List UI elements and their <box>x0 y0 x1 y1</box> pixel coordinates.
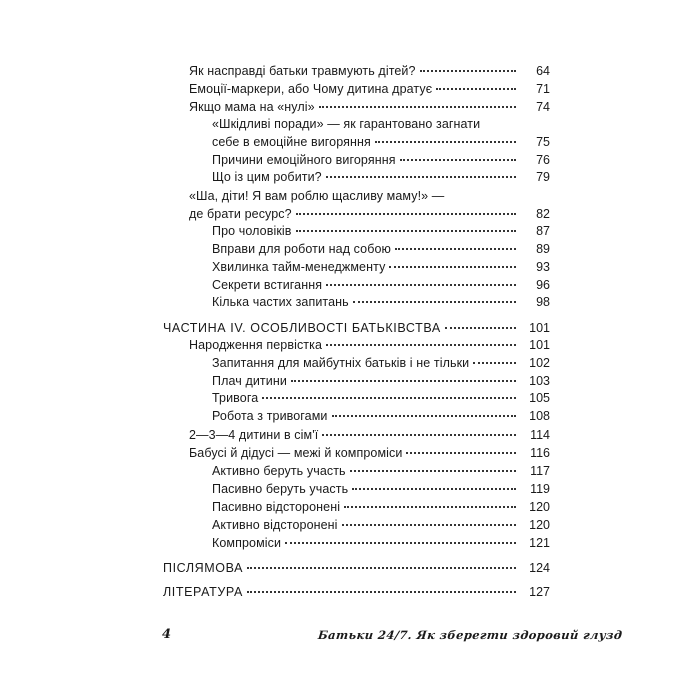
toc-entry-page: 120 <box>529 518 550 532</box>
toc-entry <box>212 517 550 534</box>
toc-entry-title: Емоції-маркери, або Чому дитина дратує <box>189 82 433 96</box>
toc-entry <box>189 188 550 205</box>
toc-entry-title: Бабусі й дідусі — межі й компроміси <box>189 446 403 460</box>
toc-entry-page: 117 <box>530 464 550 478</box>
dot-leader <box>296 213 516 215</box>
toc-entry-page: 101 <box>529 321 550 335</box>
toc-entry-page: 89 <box>536 242 550 256</box>
toc-entry-title: ЛІТЕРАТУРА <box>163 585 243 599</box>
dot-leader <box>436 88 516 90</box>
toc-entry <box>212 373 550 390</box>
toc-entry-title: ПІСЛЯМОВА <box>163 561 244 575</box>
toc-entry-page: 93 <box>536 260 550 274</box>
dot-leader <box>406 452 516 454</box>
toc-entry-page: 98 <box>536 295 550 309</box>
toc-entry-title: Тривога <box>212 391 259 405</box>
toc-entry-page: 105 <box>529 391 550 405</box>
toc-entry-title: Секрети встигання <box>212 278 323 292</box>
toc-entry <box>189 445 550 462</box>
toc-entry-title: Компроміси <box>212 536 282 550</box>
dot-leader <box>353 301 516 303</box>
toc-entry-page: 74 <box>536 100 550 114</box>
toc-entry <box>212 169 550 186</box>
toc-entry-title: Як насправді батьки травмують дітей? <box>189 64 416 78</box>
toc-entry-title: Вправи для роботи над собою <box>212 242 392 256</box>
toc-entry-page: 124 <box>529 561 550 575</box>
dot-leader <box>375 141 516 143</box>
toc-entry-title: Кілька частих запитань <box>212 295 349 309</box>
dot-leader <box>389 266 516 268</box>
toc-entry-title: Причини емоційного вигоряння <box>212 153 396 167</box>
dot-leader <box>247 591 516 593</box>
dot-leader <box>247 567 516 569</box>
toc-entry-page: 121 <box>529 536 550 550</box>
toc-entry-page: 101 <box>529 338 550 352</box>
toc-entry <box>212 535 550 552</box>
dot-leader <box>326 176 516 178</box>
toc-entry <box>212 355 550 372</box>
toc-entry-title: Хвилинка тайм-менеджменту <box>212 260 386 274</box>
dot-leader <box>420 70 516 72</box>
toc-entry-page: 87 <box>536 224 550 238</box>
toc-entry <box>212 499 550 516</box>
toc-entry-page: 82 <box>536 207 550 221</box>
page-number: 4 <box>162 627 172 642</box>
dot-leader <box>445 327 516 329</box>
toc-entry-title: Якщо мама на «нулі» <box>189 100 315 114</box>
toc-entry-page: 103 <box>529 374 550 388</box>
toc-entry <box>212 116 550 133</box>
toc-entry <box>212 408 550 425</box>
toc-entry-title: Про чоловіків <box>212 224 292 238</box>
toc-entry-title: Активно відсторонені <box>212 518 338 532</box>
toc-entry-title: себе в емоційне вигоряння <box>212 135 371 149</box>
toc-entry-title: 2—3—4 дитини в сім'ї <box>189 428 319 442</box>
toc-entry <box>189 99 550 116</box>
toc-entry-page: 71 <box>536 82 550 96</box>
toc-entry <box>212 277 550 294</box>
toc-entry-title: Активно беруть участь <box>212 464 346 478</box>
toc-entry <box>189 81 550 98</box>
toc-entry-page: 127 <box>529 585 550 599</box>
toc-entry-title: Пасивно відсторонені <box>212 500 341 514</box>
toc-entry <box>189 427 550 444</box>
toc-entry <box>212 463 550 480</box>
toc-entry <box>189 63 550 80</box>
toc-entry-page: 119 <box>530 482 550 496</box>
toc-entry-page: 96 <box>536 278 550 292</box>
dot-leader <box>352 488 516 490</box>
toc-part-heading <box>163 584 550 601</box>
toc-entry <box>212 259 550 276</box>
toc-entry-page: 102 <box>529 356 550 370</box>
toc-entry-title: Що із цим робити? <box>212 170 322 184</box>
dot-leader <box>350 470 516 472</box>
toc-entry-page: 114 <box>530 428 550 442</box>
toc-part-heading <box>163 320 550 337</box>
dot-leader <box>473 362 516 364</box>
dot-leader <box>400 159 516 161</box>
toc-entry <box>189 206 550 223</box>
dot-leader <box>262 397 516 399</box>
toc-entry-title: Плач дитини <box>212 374 287 388</box>
toc-entry-page: 79 <box>536 170 550 184</box>
toc-entry <box>212 241 550 258</box>
toc-entry-title: «Ша, діти! Я вам роблю щасливу маму!» — <box>189 189 445 203</box>
toc-entry-page: 76 <box>536 153 550 167</box>
dot-leader <box>332 415 516 417</box>
toc-entry-title: «Шкідливі поради» — як гарантовано загнати <box>212 117 481 131</box>
dot-leader <box>342 524 516 526</box>
running-title: Батьки 24/7. Як зберегти здоровий глузд <box>317 628 624 642</box>
toc-entry-title: де брати ресурс? <box>189 207 292 221</box>
dot-leader <box>344 506 516 508</box>
toc-entry-page: 64 <box>536 64 550 78</box>
toc-entry-page: 108 <box>529 409 550 423</box>
dot-leader <box>296 230 516 232</box>
dot-leader <box>291 380 516 382</box>
toc-entry-title: ЧАСТИНА IV. ОСОБЛИВОСТІ БАТЬКІВСТВА <box>163 321 441 335</box>
toc-entry-page: 116 <box>530 446 550 460</box>
toc-entry-title: Пасивно беруть участь <box>212 482 349 496</box>
dot-leader <box>319 106 516 108</box>
toc-entry <box>212 294 550 311</box>
toc-entry-title: Народження первістка <box>189 338 323 352</box>
toc-entry-title: Робота з тривогами <box>212 409 328 423</box>
toc-entry <box>212 134 550 151</box>
toc-part-heading <box>163 560 550 577</box>
dot-leader <box>326 284 516 286</box>
toc-entry <box>212 152 550 169</box>
toc-entry <box>189 337 550 354</box>
toc-entry <box>212 390 550 407</box>
dot-leader <box>322 434 516 436</box>
dot-leader <box>285 542 516 544</box>
toc-entry-page: 120 <box>529 500 550 514</box>
dot-leader <box>326 344 516 346</box>
toc-entry <box>212 223 550 240</box>
toc-entry-title: Запитання для майбутніх батьків і не тільки <box>212 356 470 370</box>
dot-leader <box>395 248 516 250</box>
toc-entry-page: 75 <box>536 135 550 149</box>
toc-entry <box>212 481 550 498</box>
